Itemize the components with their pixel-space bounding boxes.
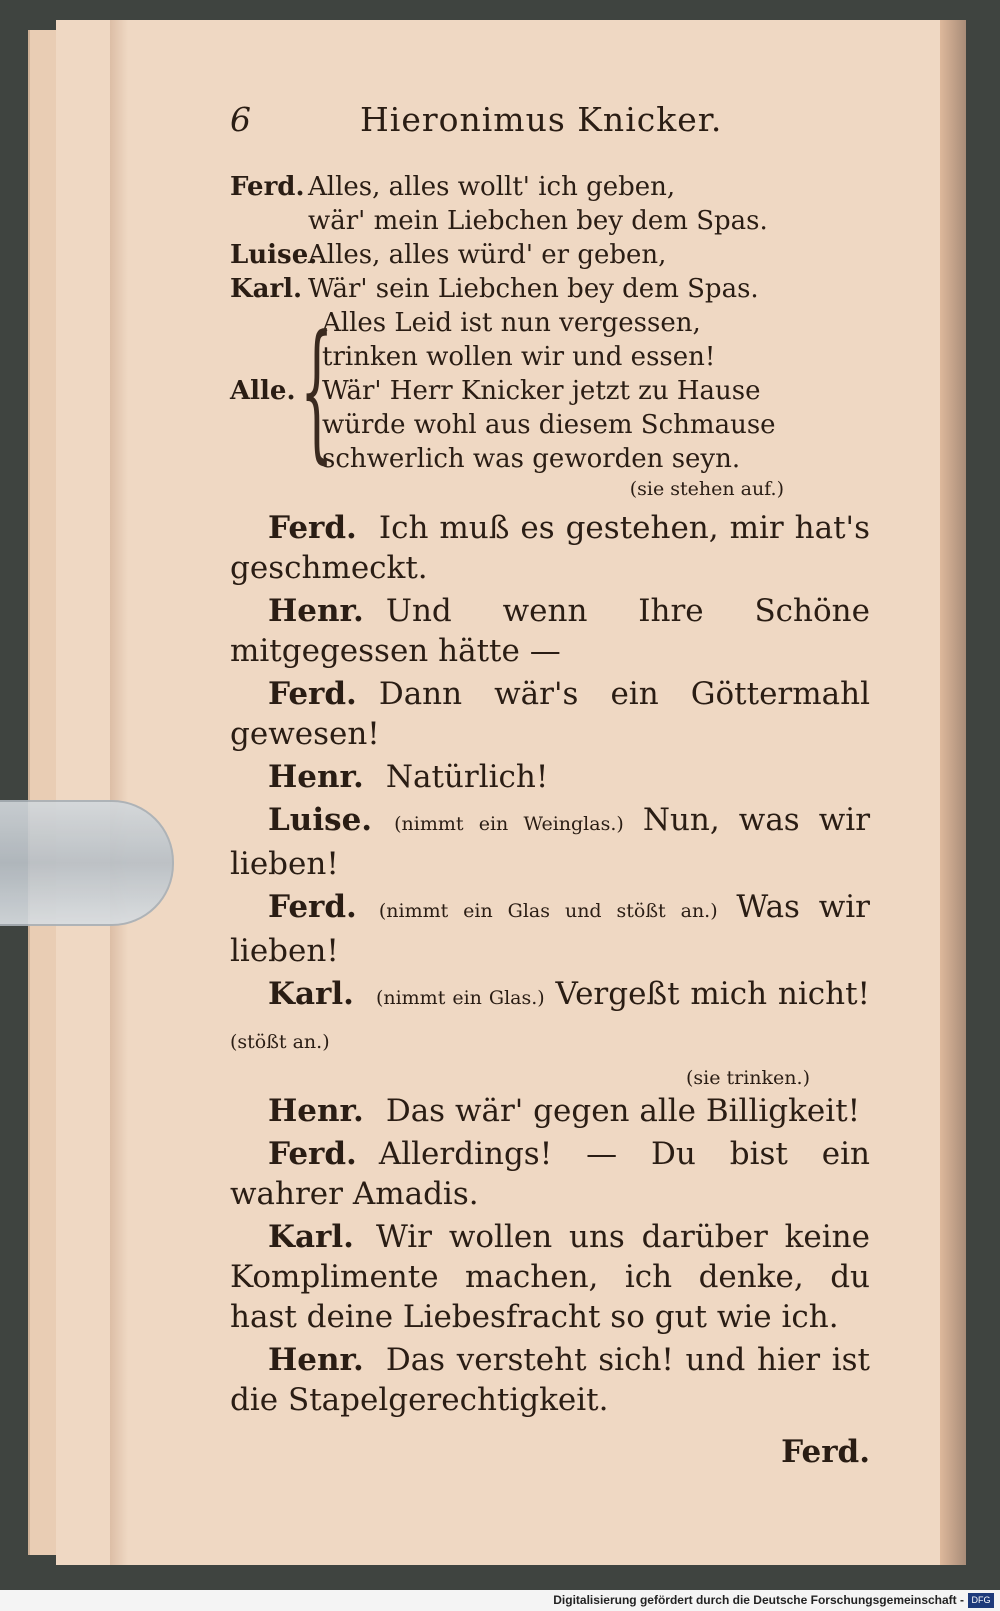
dialogue-text: Allerdings! — Du bist ein wahrer Amadis. (230, 1136, 870, 1212)
chorus-lines (322, 306, 776, 476)
book-clamp-clip (0, 800, 174, 926)
dialogue-text: Nun, was wir lieben! (230, 802, 871, 882)
dialogue-line (230, 591, 870, 671)
chorus-block (230, 306, 870, 476)
stage-direction: (nimmt ein Weinglas.) (394, 813, 624, 835)
speaker (230, 204, 308, 238)
speaker: Karl. (268, 1219, 354, 1255)
dialogue-text: Das versteht sich! und hier ist die Stapelgerechtigkeit. (230, 1342, 870, 1418)
speaker: Henr. (268, 1342, 364, 1378)
running-title: Hieronimus Knicker. (360, 100, 723, 139)
dialogue-line (230, 1340, 870, 1420)
speaker: Ferd. (268, 1136, 357, 1172)
dialogue-line (230, 887, 870, 971)
stage-direction: (sie trinken.) (685, 1067, 810, 1089)
dialogue-line (230, 508, 870, 588)
dialogue (230, 508, 870, 1420)
gutter-shadow (110, 20, 128, 1565)
verse-text: Wär' sein Liebchen bey dem Spas. (308, 274, 759, 304)
verse-text: Alles, alles wollt' ich geben, (308, 172, 676, 202)
dfg-logo: DFG (968, 1593, 994, 1608)
catchword: Ferd. (781, 1434, 870, 1470)
footer-credit: Digitalisierung gefördert durch die Deutsche Forschungsgemeinschaft - (553, 1593, 964, 1607)
speaker: Ferd. (230, 172, 305, 202)
stage-direction: (nimmt ein Glas und stößt an.) (378, 900, 718, 922)
digitization-footer (0, 1590, 1000, 1611)
verse-text: wär' mein Liebchen bey dem Spas. (308, 206, 768, 236)
verse-line (230, 272, 870, 306)
dialogue-text: Wir wollen uns darüber keine Komplimente machen, ich denke, du hast deine Liebesfracht so gut wie ich. (230, 1219, 870, 1335)
brace-glyph: { (300, 304, 334, 478)
dialogue-text: Und wenn Ihre Schöne mitgegessen hätte — (230, 593, 870, 669)
verse-line (230, 170, 870, 204)
speaker: Henr. (268, 759, 364, 795)
dialogue-text: Vergeßt mich nicht! (555, 976, 870, 1012)
speaker: Henr. (268, 1093, 364, 1129)
dialogue-line (230, 800, 870, 884)
verse-line (230, 238, 870, 272)
speaker: Henr. (268, 593, 364, 629)
dialogue-text: Natürlich! (385, 759, 549, 795)
dialogue-line (230, 1134, 870, 1214)
dialogue-text: Das wär' gegen alle Billigkeit! (385, 1093, 861, 1129)
speaker: Ferd. (268, 510, 357, 546)
dialogue-text: Ich muß es gestehen, mir hat's geschmeckt. (230, 510, 870, 586)
speaker: Karl. (230, 274, 303, 304)
dialogue-line (230, 1091, 870, 1131)
dialogue-line (230, 757, 870, 797)
verse-text: Alles, alles würd' er geben, (308, 240, 667, 270)
dialogue-line (230, 1217, 870, 1337)
stage-direction: (sie stehen auf.) (629, 478, 784, 500)
running-head (230, 100, 870, 164)
page-number: 6 (230, 100, 251, 139)
chorus-line: schwerlich was geworden seyn. (322, 444, 741, 474)
dialogue-text: Dann wär's ein Göttermahl gewesen! (230, 676, 870, 752)
verse-block (230, 170, 870, 306)
page-right-shadow (940, 20, 966, 1565)
chorus-line: Wär' Herr Knicker jetzt zu Hause (322, 376, 761, 406)
chorus-line: würde wohl aus diesem Schmause (322, 410, 776, 440)
speaker: Luise. (268, 802, 373, 838)
dialogue-text: Was wir lieben! (230, 889, 870, 969)
chorus-speaker: Alle. (230, 376, 296, 406)
speaker: Karl. (268, 976, 354, 1012)
speaker: Luise. (230, 240, 318, 270)
page-text (230, 100, 870, 1470)
stage-direction: (nimmt ein Glas.) (375, 987, 545, 1009)
verse-line (230, 204, 870, 238)
stage-direction: (stößt an.) (230, 1031, 330, 1053)
speaker: Ferd. (268, 889, 357, 925)
chorus-line: trinken wollen wir und essen! (322, 342, 716, 372)
dialogue-line (230, 974, 870, 1062)
speaker: Ferd. (268, 676, 357, 712)
dialogue-line (230, 674, 870, 754)
chorus-line: Alles Leid ist nun vergessen, (322, 308, 701, 338)
